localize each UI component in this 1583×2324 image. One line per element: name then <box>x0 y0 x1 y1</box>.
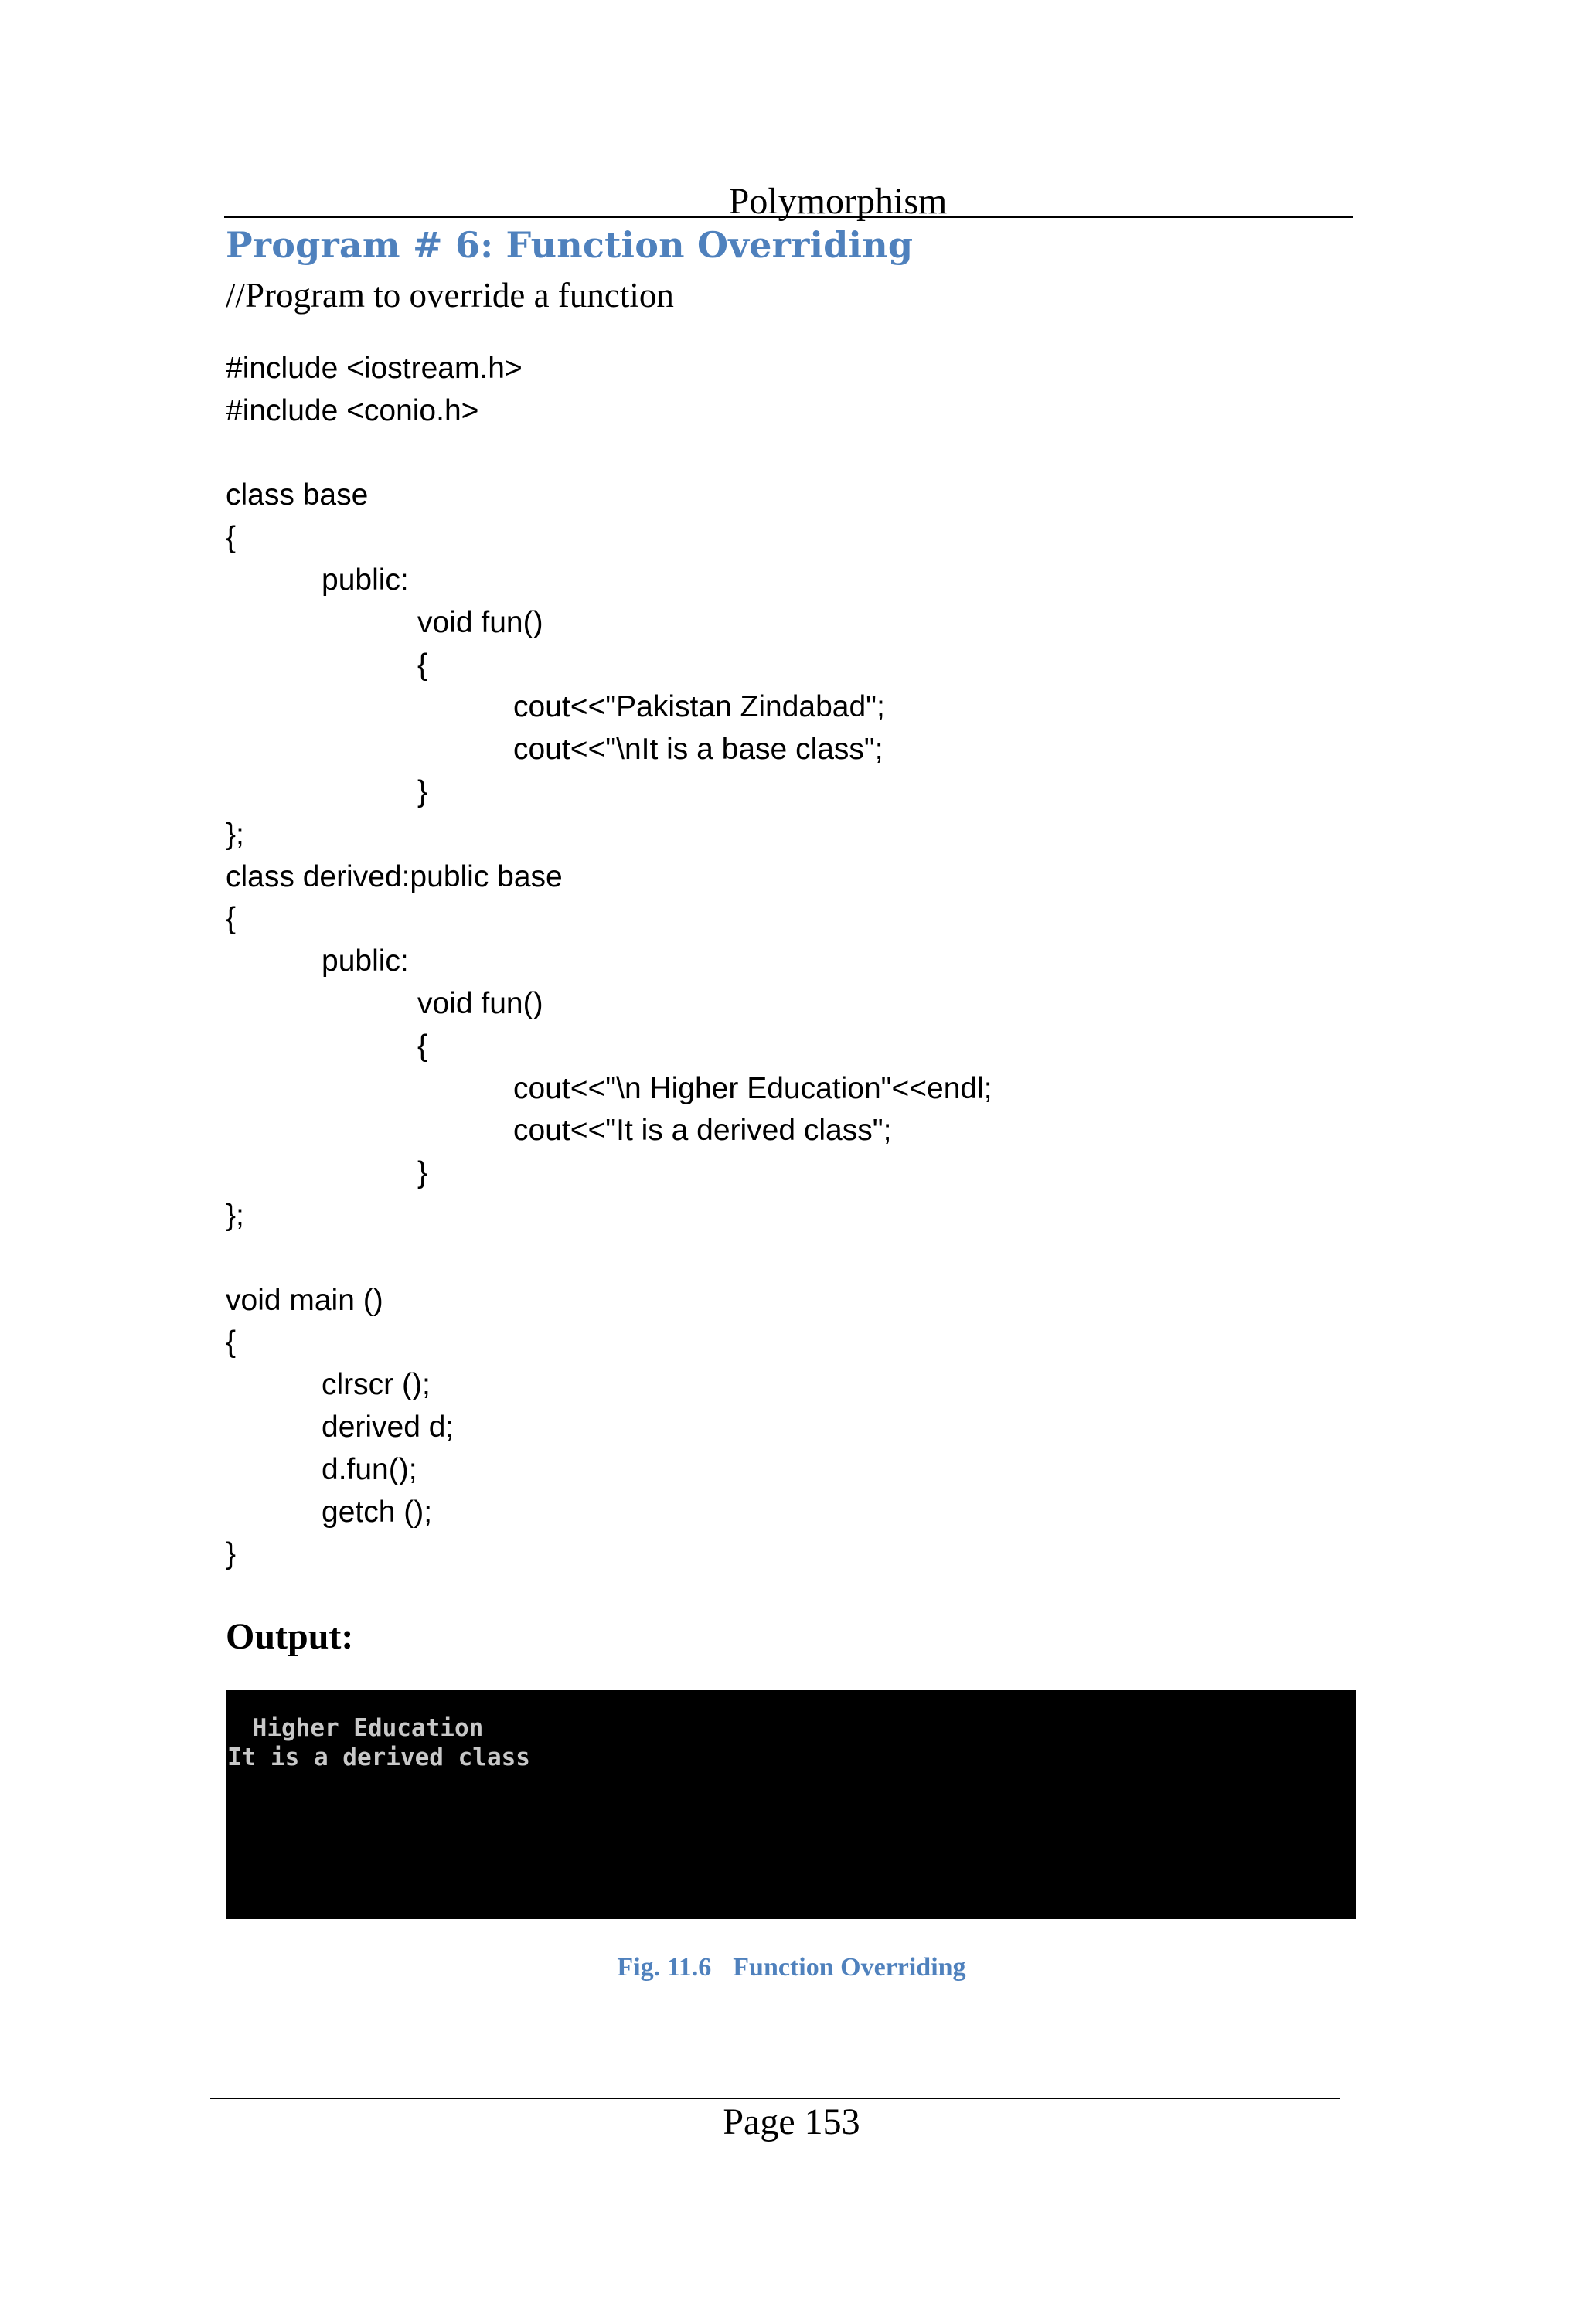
code-line: cout<<"Pakistan Zindabad"; <box>513 690 885 724</box>
code-line: #include <iostream.h> <box>226 352 523 385</box>
code-listing <box>226 348 992 1576</box>
code-line: #include <conio.h> <box>226 393 479 427</box>
code-line: }; <box>226 817 244 851</box>
code-line: cout<<"\n Higher Education"<<endl; <box>513 1071 992 1105</box>
code-line: class base <box>226 478 369 512</box>
code-line: class derived:public base <box>226 859 563 893</box>
code-line: derived d; <box>322 1410 454 1444</box>
code-line: public: <box>322 944 409 978</box>
running-header-title: Polymorphism <box>728 181 948 222</box>
code-line: } <box>417 1156 428 1190</box>
code-line: { <box>226 1325 237 1359</box>
header-rule <box>224 216 1353 218</box>
code-line: d.fun(); <box>322 1452 417 1486</box>
code-line: { <box>417 1029 428 1063</box>
console-line: Higher Education <box>238 1714 484 1742</box>
figure-number: Fig. 11.6 <box>617 1953 712 1982</box>
code-line: getch (); <box>322 1495 433 1529</box>
code-line: void fun() <box>417 986 543 1020</box>
code-line: void fun() <box>417 605 543 639</box>
code-line <box>226 1237 992 1280</box>
code-line: clrscr (); <box>322 1368 431 1402</box>
console-line: It is a derived class <box>227 1744 530 1771</box>
code-line: { <box>226 521 237 555</box>
console-output-screenshot <box>226 1690 1356 1919</box>
page-number: Page 153 <box>723 2101 860 2142</box>
code-line: cout<<"\nIt is a base class"; <box>513 733 883 767</box>
figure-caption <box>0 1951 1583 1985</box>
code-line: } <box>226 1537 237 1571</box>
figure-caption-text: Function Overriding <box>733 1953 966 1982</box>
code-line: cout<<"It is a derived class"; <box>513 1114 892 1148</box>
code-line: { <box>417 648 428 682</box>
code-line: public: <box>322 563 409 597</box>
code-line: }; <box>226 1198 244 1232</box>
code-line: { <box>226 902 237 936</box>
program-title: Program # 6: Function Overriding <box>226 224 914 266</box>
output-heading: Output: <box>226 1616 354 1657</box>
program-comment: //Program to override a function <box>226 276 674 315</box>
code-line: void main () <box>226 1283 383 1317</box>
code-line: } <box>417 774 428 808</box>
code-line <box>226 433 992 475</box>
